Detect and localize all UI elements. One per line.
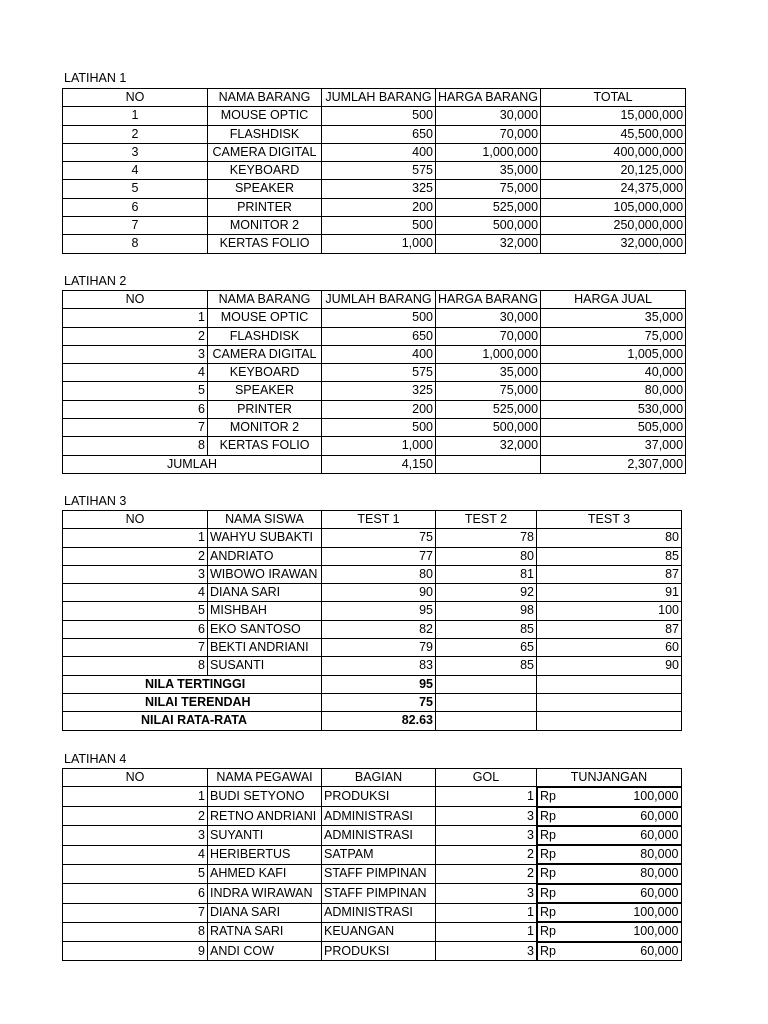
table-row xyxy=(63,787,682,807)
table-cell: 20,125,000 xyxy=(541,162,686,180)
table-cell: HERIBERTUS xyxy=(208,845,322,864)
currency-label: Rp xyxy=(540,808,556,823)
table-cell: 1,000 xyxy=(322,235,436,253)
table-row xyxy=(63,364,686,382)
table-cell: 650 xyxy=(322,327,436,345)
header-cell: NAMA BARANG xyxy=(208,291,322,309)
table-cell: 30,000 xyxy=(436,309,541,327)
table-cell: 500 xyxy=(322,107,436,125)
table-cell: STAFF PIMPINAN xyxy=(322,884,436,903)
latihan4-table xyxy=(62,768,682,961)
table-cell: 8 xyxy=(63,235,208,253)
table-cell: PRODUKSI xyxy=(322,787,436,807)
table-cell: 40,000 xyxy=(541,364,686,382)
table-cell: 75,000 xyxy=(436,382,541,400)
summary-row xyxy=(63,693,682,711)
table-cell: 100 xyxy=(537,602,682,620)
table-cell: MONITOR 2 xyxy=(208,217,322,235)
table-cell: SPEAKER xyxy=(208,180,322,198)
table-cell: 525,000 xyxy=(436,400,541,418)
amount-value: 100,000 xyxy=(633,924,679,939)
table-cell: 1,000,000 xyxy=(436,143,541,161)
table-cell: SUYANTI xyxy=(208,826,322,845)
header-cell: HARGA JUAL xyxy=(541,291,686,309)
table-cell: 500,000 xyxy=(436,217,541,235)
table-cell: 65 xyxy=(436,639,537,657)
summary-row xyxy=(63,712,682,730)
table-cell: 575 xyxy=(322,364,436,382)
table-row xyxy=(63,864,682,883)
table-cell: 325 xyxy=(322,382,436,400)
table-cell: 400,000,000 xyxy=(541,143,686,161)
table-row xyxy=(63,309,686,327)
table-row xyxy=(63,217,686,235)
table-cell: 200 xyxy=(322,400,436,418)
table-cell: INDRA WIRAWAN xyxy=(208,884,322,903)
table-row xyxy=(63,845,682,864)
table-row xyxy=(63,180,686,198)
table-row xyxy=(63,400,686,418)
table-cell: 32,000 xyxy=(436,235,541,253)
summary-value: 75 xyxy=(322,693,436,711)
amount-value: 60,000 xyxy=(640,885,679,900)
table-row xyxy=(63,942,682,961)
table-cell: SPEAKER xyxy=(208,382,322,400)
table-cell: 3 xyxy=(436,884,537,903)
table-cell: FLASHDISK xyxy=(208,125,322,143)
header-cell: NO xyxy=(63,511,208,529)
table-cell: 505,000 xyxy=(541,419,686,437)
table-cell: MISHBAH xyxy=(208,602,322,620)
table-cell: 400 xyxy=(322,143,436,161)
table-cell: 525,000 xyxy=(436,198,541,216)
table-cell: MOUSE OPTIC xyxy=(208,107,322,125)
latihan3-title: LATIHAN 3 xyxy=(64,494,127,508)
table-cell xyxy=(537,922,682,941)
currency-label: Rp xyxy=(540,885,556,900)
table-cell: 4 xyxy=(63,845,208,864)
latihan2-body xyxy=(63,309,686,455)
table-cell xyxy=(537,807,682,826)
header-cell: JUMLAH BARANG xyxy=(322,291,436,309)
table-cell: 78 xyxy=(436,529,537,547)
amount-value: 60,000 xyxy=(640,827,679,842)
table-cell: 81 xyxy=(436,565,537,583)
table-cell: 3 xyxy=(436,826,537,845)
table-cell: AHMED KAFI xyxy=(208,864,322,883)
table-cell: 6 xyxy=(63,620,208,638)
currency-label: Rp xyxy=(540,847,556,862)
table-cell xyxy=(537,942,682,961)
table-cell: 1 xyxy=(63,107,208,125)
table-cell: 7 xyxy=(63,639,208,657)
table-row xyxy=(63,565,682,583)
table-row xyxy=(63,602,682,620)
currency-label: Rp xyxy=(540,866,556,881)
table-cell: 1,000,000 xyxy=(436,345,541,363)
table-row xyxy=(63,807,682,826)
header-cell: TEST 2 xyxy=(436,511,537,529)
latihan4-body xyxy=(63,787,682,961)
table-cell: 3 xyxy=(436,807,537,826)
table-cell: 2 xyxy=(63,327,208,345)
table-row xyxy=(63,639,682,657)
table-cell: 32,000,000 xyxy=(541,235,686,253)
table-row xyxy=(63,529,682,547)
table-cell: 60 xyxy=(537,639,682,657)
table-cell: 75 xyxy=(322,529,436,547)
table-cell: 35,000 xyxy=(541,309,686,327)
header-cell: NO xyxy=(63,89,208,107)
table-cell: 82 xyxy=(322,620,436,638)
table-cell: 650 xyxy=(322,125,436,143)
empty-cell xyxy=(537,675,682,693)
table-cell: 500,000 xyxy=(436,419,541,437)
header-cell: HARGA BARANG xyxy=(436,89,541,107)
table-cell: KERTAS FOLIO xyxy=(208,235,322,253)
table-cell: 4 xyxy=(63,364,208,382)
table-cell: 95 xyxy=(322,602,436,620)
table-cell: 45,500,000 xyxy=(541,125,686,143)
table-cell xyxy=(537,845,682,864)
summary-label: NILAI RATA-RATA xyxy=(63,712,322,730)
table-cell: 77 xyxy=(322,547,436,565)
table-cell: PRODUKSI xyxy=(322,942,436,961)
table-row xyxy=(63,620,682,638)
total-jumlah: 4,150 xyxy=(322,455,436,473)
table-cell: ANDRIATO xyxy=(208,547,322,565)
table-cell xyxy=(537,826,682,845)
table-cell: ADMINISTRASI xyxy=(322,807,436,826)
table-cell: ADMINISTRASI xyxy=(322,826,436,845)
table-cell: 500 xyxy=(322,419,436,437)
table-row xyxy=(63,884,682,903)
table-cell: 85 xyxy=(436,620,537,638)
table-cell: STAFF PIMPINAN xyxy=(322,864,436,883)
table-cell: 79 xyxy=(322,639,436,657)
latihan3-body xyxy=(63,529,682,675)
table-row xyxy=(63,107,686,125)
table-cell: DIANA SARI xyxy=(208,903,322,922)
table-cell: 85 xyxy=(537,547,682,565)
table-cell: 9 xyxy=(63,942,208,961)
table-cell: 98 xyxy=(436,602,537,620)
table-cell: 2 xyxy=(436,845,537,864)
table-cell: 6 xyxy=(63,400,208,418)
table-cell: DIANA SARI xyxy=(208,584,322,602)
table-cell: PRINTER xyxy=(208,198,322,216)
table-cell: 83 xyxy=(322,657,436,675)
table-cell: RETNO ANDRIANI xyxy=(208,807,322,826)
header-cell: GOL xyxy=(436,769,537,787)
table-cell: 3 xyxy=(63,143,208,161)
table-cell: 500 xyxy=(322,217,436,235)
table-cell: 5 xyxy=(63,602,208,620)
table-cell: 80 xyxy=(537,529,682,547)
table-cell: 575 xyxy=(322,162,436,180)
currency-label: Rp xyxy=(540,905,556,920)
table-cell: 200 xyxy=(322,198,436,216)
table-cell: 400 xyxy=(322,345,436,363)
latihan4-title: LATIHAN 4 xyxy=(64,752,127,766)
table-cell: 91 xyxy=(537,584,682,602)
empty-cell xyxy=(436,693,537,711)
summary-row xyxy=(63,675,682,693)
header-cell: HARGA BARANG xyxy=(436,291,541,309)
table-cell: CAMERA DIGITAL xyxy=(208,345,322,363)
table-cell xyxy=(537,884,682,903)
table-cell: FLASHDISK xyxy=(208,327,322,345)
table-cell: 35,000 xyxy=(436,364,541,382)
table-cell: 7 xyxy=(63,217,208,235)
table-cell: EKO SANTOSO xyxy=(208,620,322,638)
table-cell: 80 xyxy=(436,547,537,565)
table-cell: 80 xyxy=(322,565,436,583)
empty-cell xyxy=(436,675,537,693)
table-cell: 37,000 xyxy=(541,437,686,455)
table-cell: 30,000 xyxy=(436,107,541,125)
table-cell: 8 xyxy=(63,657,208,675)
table-row xyxy=(63,345,686,363)
table-cell: 7 xyxy=(63,903,208,922)
table-cell: 8 xyxy=(63,437,208,455)
table-cell: WAHYU SUBAKTI xyxy=(208,529,322,547)
table-cell: 250,000,000 xyxy=(541,217,686,235)
amount-value: 60,000 xyxy=(640,943,679,958)
header-cell: NO xyxy=(63,769,208,787)
header-cell: TEST 3 xyxy=(537,511,682,529)
header-cell: TEST 1 xyxy=(322,511,436,529)
table-cell: 6 xyxy=(63,198,208,216)
empty-cell xyxy=(436,712,537,730)
summary-label: NILA TERTINGGI xyxy=(63,675,322,693)
table-cell: WIBOWO IRAWAN xyxy=(208,565,322,583)
table-row xyxy=(63,584,682,602)
header-cell: BAGIAN xyxy=(322,769,436,787)
table-cell: MONITOR 2 xyxy=(208,419,322,437)
table-cell xyxy=(537,903,682,922)
table-cell: 8 xyxy=(63,922,208,941)
table-header-row xyxy=(63,291,686,309)
table-row xyxy=(63,437,686,455)
table-cell: SATPAM xyxy=(322,845,436,864)
amount-value: 80,000 xyxy=(640,847,679,862)
currency-label: Rp xyxy=(540,924,556,939)
table-cell: 1,005,000 xyxy=(541,345,686,363)
table-cell: 3 xyxy=(436,942,537,961)
table-row xyxy=(63,198,686,216)
table-cell: 90 xyxy=(322,584,436,602)
total-row xyxy=(63,455,686,473)
table-cell: 105,000,000 xyxy=(541,198,686,216)
latihan3-table xyxy=(62,510,682,731)
table-row xyxy=(63,903,682,922)
header-cell: JUMLAH BARANG xyxy=(322,89,436,107)
table-cell: 1 xyxy=(63,529,208,547)
table-cell: 3 xyxy=(63,565,208,583)
table-cell: 325 xyxy=(322,180,436,198)
table-cell: 530,000 xyxy=(541,400,686,418)
table-row xyxy=(63,922,682,941)
table-row xyxy=(63,327,686,345)
table-cell: 75,000 xyxy=(436,180,541,198)
table-row xyxy=(63,419,686,437)
table-cell: CAMERA DIGITAL xyxy=(208,143,322,161)
table-cell: 2 xyxy=(436,864,537,883)
table-cell: 85 xyxy=(436,657,537,675)
table-row xyxy=(63,547,682,565)
table-cell: MOUSE OPTIC xyxy=(208,309,322,327)
total-label: JUMLAH xyxy=(63,455,322,473)
table-header-row xyxy=(63,511,682,529)
table-cell: BUDI SETYONO xyxy=(208,787,322,807)
amount-value: 60,000 xyxy=(640,808,679,823)
table-cell: 24,375,000 xyxy=(541,180,686,198)
table-cell: 1 xyxy=(436,903,537,922)
table-row xyxy=(63,382,686,400)
latihan1-body xyxy=(63,107,686,253)
table-cell: 2 xyxy=(63,547,208,565)
table-cell: 1 xyxy=(436,787,537,807)
table-row xyxy=(63,125,686,143)
currency-label: Rp xyxy=(540,943,556,958)
latihan1-title: LATIHAN 1 xyxy=(64,71,127,85)
table-header-row xyxy=(63,769,682,787)
header-cell: TOTAL xyxy=(541,89,686,107)
table-cell: 87 xyxy=(537,620,682,638)
amount-value: 80,000 xyxy=(640,866,679,881)
table-cell: KERTAS FOLIO xyxy=(208,437,322,455)
table-cell: 80,000 xyxy=(541,382,686,400)
table-cell: 35,000 xyxy=(436,162,541,180)
table-cell: 1 xyxy=(63,787,208,807)
table-cell: 500 xyxy=(322,309,436,327)
table-cell: 1,000 xyxy=(322,437,436,455)
table-cell: PRINTER xyxy=(208,400,322,418)
table-cell: 6 xyxy=(63,884,208,903)
empty-cell xyxy=(537,712,682,730)
header-cell: NAMA SISWA xyxy=(208,511,322,529)
table-cell: 1 xyxy=(436,922,537,941)
table-cell: ADMINISTRASI xyxy=(322,903,436,922)
table-cell: 75,000 xyxy=(541,327,686,345)
table-cell xyxy=(537,787,682,806)
table-cell: 5 xyxy=(63,864,208,883)
latihan2-title: LATIHAN 2 xyxy=(64,274,127,288)
table-cell: 70,000 xyxy=(436,327,541,345)
table-cell: 4 xyxy=(63,162,208,180)
table-cell: BEKTI ANDRIANI xyxy=(208,639,322,657)
table-cell: 2 xyxy=(63,807,208,826)
table-cell: 32,000 xyxy=(436,437,541,455)
table-row xyxy=(63,235,686,253)
latihan1-table xyxy=(62,88,686,254)
empty-cell xyxy=(537,693,682,711)
table-cell: 5 xyxy=(63,382,208,400)
table-row xyxy=(63,143,686,161)
header-cell: NO xyxy=(63,291,208,309)
amount-value: 100,000 xyxy=(633,789,679,804)
table-cell: 87 xyxy=(537,565,682,583)
summary-label: NILAI TERENDAH xyxy=(63,693,322,711)
table-cell: 92 xyxy=(436,584,537,602)
table-cell: 3 xyxy=(63,345,208,363)
table-row xyxy=(63,162,686,180)
latihan2-table xyxy=(62,290,686,474)
table-cell: 5 xyxy=(63,180,208,198)
table-row xyxy=(63,657,682,675)
table-cell: RATNA SARI xyxy=(208,922,322,941)
empty-cell xyxy=(436,455,541,473)
table-cell: 15,000,000 xyxy=(541,107,686,125)
amount-value: 100,000 xyxy=(633,905,679,920)
table-cell: 3 xyxy=(63,826,208,845)
table-cell xyxy=(537,864,682,883)
table-cell: 90 xyxy=(537,657,682,675)
table-cell: 2 xyxy=(63,125,208,143)
header-cell: NAMA PEGAWAI xyxy=(208,769,322,787)
table-cell: 70,000 xyxy=(436,125,541,143)
table-cell: 4 xyxy=(63,584,208,602)
table-cell: ANDI COW xyxy=(208,942,322,961)
table-header-row xyxy=(63,89,686,107)
summary-value: 82.63 xyxy=(322,712,436,730)
table-row xyxy=(63,826,682,845)
total-harga-jual: 2,307,000 xyxy=(541,455,686,473)
table-cell: KEUANGAN xyxy=(322,922,436,941)
currency-label: Rp xyxy=(540,789,556,804)
table-cell: KEYBOARD xyxy=(208,162,322,180)
summary-value: 95 xyxy=(322,675,436,693)
header-cell: NAMA BARANG xyxy=(208,89,322,107)
table-cell: KEYBOARD xyxy=(208,364,322,382)
table-cell: 7 xyxy=(63,419,208,437)
table-cell: SUSANTI xyxy=(208,657,322,675)
currency-label: Rp xyxy=(540,827,556,842)
table-cell: 1 xyxy=(63,309,208,327)
header-cell: TUNJANGAN xyxy=(537,769,682,787)
